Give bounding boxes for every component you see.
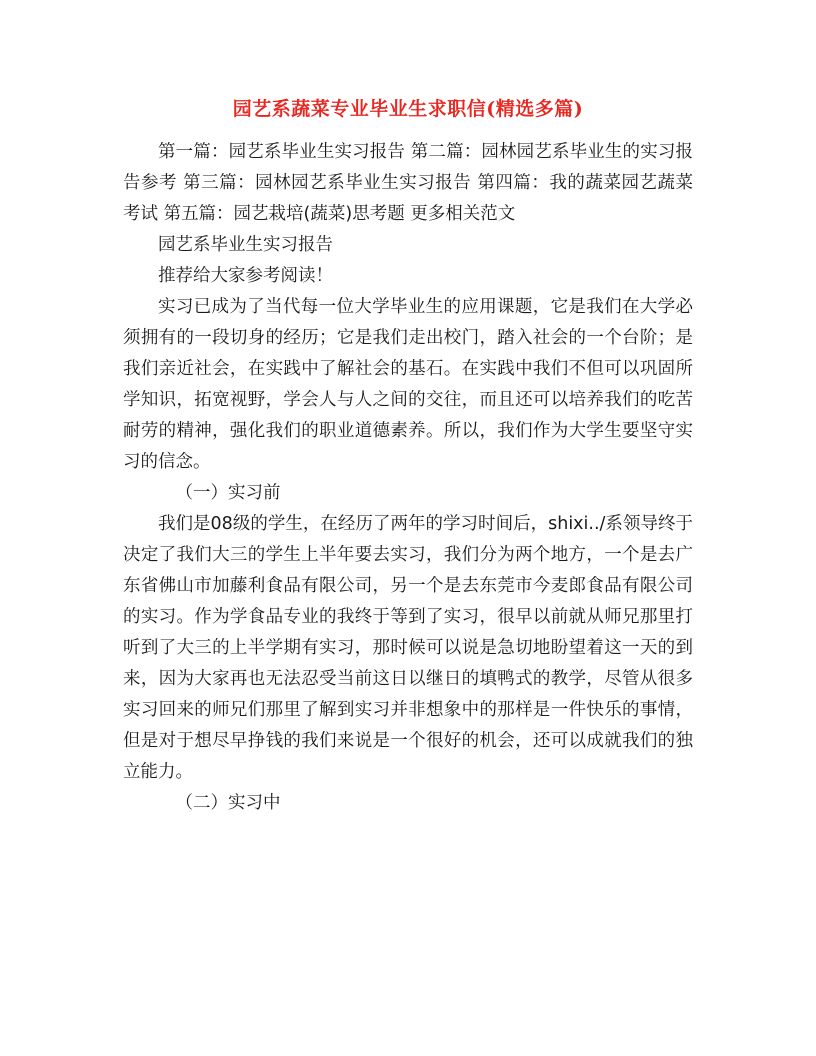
paragraph-toc: 第一篇：园艺系毕业生实习报告 第二篇：园林园艺系毕业生的实习报告参考 第三篇：园林园艺系毕业生实习报告 第四篇：我的蔬菜园艺蔬菜考试 第五篇：园艺栽培(蔬菜)思考题 更多相关范文 [123, 142, 693, 224]
paragraph-intro: 实习已成为了当代每一位大学毕业生的应用课题，它是我们在大学必须拥有的一段切身的经历；它是我们走出校门，踏入社会的一个台阶；是我们亲近社会，在实践中了解社会的基石。在实践中我们不但可以巩固所学知识，拓宽视野，学会人与人之间的交往，而且还可以培养我们的吃苦耐劳的精神，强化我们的职业道德素养。所以，我们作为大学生要坚守实习的信念。 [123, 297, 693, 472]
document-body [123, 137, 693, 819]
section-heading-during-internship: （二）实习中 [175, 793, 281, 813]
paragraph-before-internship: 我们是08级的学生，在经历了两年的学习时间后，shixi../系领导终于决定了我们大三的学生上半年要去实习，我们分为两个地方，一个是去广东省佛山市加藤利食品有限公司，另一个是去东莞市今麦郎食品有限公司的实习。作为学食品专业的我终于等到了实习，很早以前就从师兄那里打听到了大三的上半学期有实习，那时候可以说是急切地盼望着这一天的到来，因为大家再也无法忍受当前这日以继日的填鸭式的教学，尽管从很多实习回来的师兄们那里了解到实习并非想象中的那样是一件快乐的事情，但是对于想尽早挣钱的我们来说是一个很好的机会，还可以成就我们的独立能力。 [123, 514, 693, 782]
document-title: 园艺系蔬菜专业毕业生求职信(精选多篇) [232, 98, 584, 120]
paragraph-subtitle: 园艺系毕业生实习报告 [158, 235, 333, 255]
section-heading-before-internship: （一）实习前 [175, 483, 281, 503]
paragraph-recommend: 推荐给大家参考阅读！ [158, 266, 333, 286]
